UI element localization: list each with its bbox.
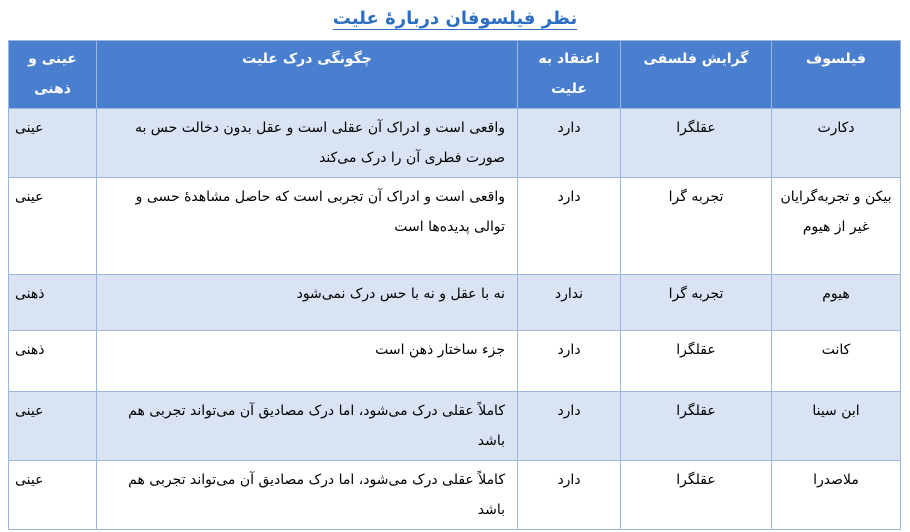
header-objective: عینی و ذهنی	[9, 41, 97, 109]
philosophers-table	[8, 40, 901, 530]
cell-objective: عینی	[9, 109, 97, 178]
table-row	[9, 109, 901, 178]
cell-objective: ذهنی	[9, 275, 97, 331]
table-row	[9, 331, 901, 392]
cell-perception: کاملاً عقلی درک می‌شود، اما درک مصادیق آن می‌تواند تجربی هم باشد	[97, 461, 518, 530]
cell-perception: واقعی است و ادراک آن عقلی است و عقل بدون دخالت حس به صورت فطری آن را درک می‌کند	[97, 109, 518, 178]
cell-tendency: تجربه گرا	[621, 275, 772, 331]
table-row	[9, 275, 901, 331]
table-row	[9, 178, 901, 275]
cell-perception: واقعی است و ادراک آن تجربی است که حاصل مشاهدهٔ حسی و توالی پدیده‌ها است	[97, 178, 518, 275]
cell-objective: عینی	[9, 392, 97, 461]
page-title-wrap	[0, 6, 910, 32]
cell-objective: ذهنی	[9, 331, 97, 392]
header-belief: اعتقاد به علیت	[518, 41, 621, 109]
table-row	[9, 461, 901, 530]
cell-belief: ندارد	[518, 275, 621, 331]
page-title: نظر فیلسوفان دربارهٔ علیت	[332, 8, 578, 29]
cell-tendency: عقلگرا	[621, 331, 772, 392]
cell-perception: نه با عقل و نه با حس درک نمی‌شود	[97, 275, 518, 331]
cell-tendency: عقلگرا	[621, 109, 772, 178]
cell-belief: دارد	[518, 178, 621, 275]
cell-philosopher: بیکن و تجربه‌گرایان غیر از هیوم	[772, 178, 901, 275]
cell-belief: دارد	[518, 392, 621, 461]
cell-philosopher: دکارت	[772, 109, 901, 178]
cell-philosopher: کانت	[772, 331, 901, 392]
header-perception: چگونگی درک علیت	[97, 41, 518, 109]
cell-belief: دارد	[518, 109, 621, 178]
cell-perception: کاملاً عقلی درک می‌شود، اما درک مصادیق آن می‌تواند تجربی هم باشد	[97, 392, 518, 461]
header-tendency: گرایش فلسفی	[621, 41, 772, 109]
cell-tendency: عقلگرا	[621, 461, 772, 530]
cell-perception: جزء ساختار ذهن است	[97, 331, 518, 392]
table-row	[9, 392, 901, 461]
cell-objective: عینی	[9, 178, 97, 275]
cell-tendency: عقلگرا	[621, 392, 772, 461]
cell-philosopher: ابن سینا	[772, 392, 901, 461]
cell-belief: دارد	[518, 331, 621, 392]
header-philosopher: فیلسوف	[772, 41, 901, 109]
cell-objective: عینی	[9, 461, 97, 530]
cell-philosopher: هیوم	[772, 275, 901, 331]
cell-tendency: تجربه گرا	[621, 178, 772, 275]
cell-philosopher: ملاصدرا	[772, 461, 901, 530]
cell-belief: دارد	[518, 461, 621, 530]
table-header-row	[9, 41, 901, 109]
